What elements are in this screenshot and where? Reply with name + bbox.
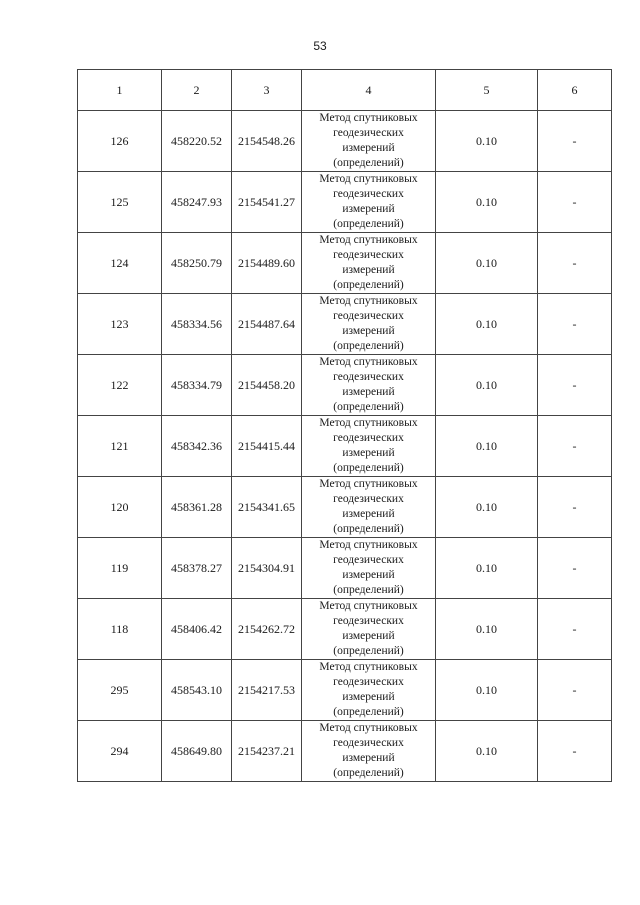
- y-coordinate-cell: 2154341.65: [232, 477, 302, 538]
- note-cell: -: [538, 355, 612, 416]
- method-line: геодезических: [333, 188, 404, 200]
- y-coordinate-cell: 2154304.91: [232, 538, 302, 599]
- note-cell: -: [538, 172, 612, 233]
- note-cell: -: [538, 294, 612, 355]
- method-line: измерений: [342, 447, 395, 459]
- table-row: [78, 599, 612, 660]
- table-body: [78, 111, 612, 782]
- method-line: измерений: [342, 752, 395, 764]
- method-cell: [302, 721, 436, 782]
- coordinates-table: [77, 69, 612, 782]
- table-row: [78, 538, 612, 599]
- column-header-method: 4: [302, 70, 436, 111]
- x-coordinate-cell: 458220.52: [162, 111, 232, 172]
- point-cell: 118: [78, 599, 162, 660]
- method-line: измерений: [342, 691, 395, 703]
- method-line: геодезических: [333, 615, 404, 627]
- note-cell: -: [538, 416, 612, 477]
- method-line: измерений: [342, 569, 395, 581]
- x-coordinate-cell: 458378.27: [162, 538, 232, 599]
- table-row: [78, 355, 612, 416]
- method-line: Метод спутниковых: [319, 295, 418, 307]
- table-row: [78, 660, 612, 721]
- method-cell: [302, 233, 436, 294]
- note-cell: -: [538, 721, 612, 782]
- method-line: (определений): [333, 462, 404, 474]
- table-header-row: [78, 70, 612, 111]
- method-line: Метод спутниковых: [319, 539, 418, 551]
- accuracy-cell: 0.10: [436, 172, 538, 233]
- page-number: 53: [313, 39, 327, 53]
- method-line: (определений): [333, 706, 404, 718]
- method-line: (определений): [333, 218, 404, 230]
- method-line: (определений): [333, 340, 404, 352]
- point-cell: 126: [78, 111, 162, 172]
- accuracy-cell: 0.10: [436, 233, 538, 294]
- table-row: [78, 233, 612, 294]
- note-cell: -: [538, 538, 612, 599]
- accuracy-cell: 0.10: [436, 477, 538, 538]
- y-coordinate-cell: 2154458.20: [232, 355, 302, 416]
- point-cell: 123: [78, 294, 162, 355]
- y-coordinate-cell: 2154489.60: [232, 233, 302, 294]
- x-coordinate-cell: 458342.36: [162, 416, 232, 477]
- method-cell: [302, 660, 436, 721]
- accuracy-cell: 0.10: [436, 111, 538, 172]
- method-line: Метод спутниковых: [319, 722, 418, 734]
- method-cell: [302, 111, 436, 172]
- method-cell: [302, 477, 436, 538]
- method-line: измерений: [342, 630, 395, 642]
- accuracy-cell: 0.10: [436, 416, 538, 477]
- method-line: геодезических: [333, 432, 404, 444]
- method-line: (определений): [333, 767, 404, 779]
- x-coordinate-cell: 458361.28: [162, 477, 232, 538]
- note-cell: -: [538, 111, 612, 172]
- table-row: [78, 477, 612, 538]
- note-cell: -: [538, 233, 612, 294]
- method-cell: [302, 416, 436, 477]
- x-coordinate-cell: 458543.10: [162, 660, 232, 721]
- y-coordinate-cell: 2154237.21: [232, 721, 302, 782]
- method-line: геодезических: [333, 493, 404, 505]
- point-cell: 119: [78, 538, 162, 599]
- method-line: геодезических: [333, 310, 404, 322]
- column-header-point: 1: [78, 70, 162, 111]
- accuracy-cell: 0.10: [436, 538, 538, 599]
- point-cell: 121: [78, 416, 162, 477]
- x-coordinate-cell: 458649.80: [162, 721, 232, 782]
- method-line: Метод спутниковых: [319, 234, 418, 246]
- column-header-y: 3: [232, 70, 302, 111]
- method-line: геодезических: [333, 371, 404, 383]
- method-line: Метод спутниковых: [319, 661, 418, 673]
- method-line: (определений): [333, 645, 404, 657]
- method-line: Метод спутниковых: [319, 173, 418, 185]
- method-line: измерений: [342, 386, 395, 398]
- method-line: измерений: [342, 508, 395, 520]
- note-cell: -: [538, 660, 612, 721]
- method-cell: [302, 538, 436, 599]
- method-line: измерений: [342, 325, 395, 337]
- method-line: геодезических: [333, 554, 404, 566]
- method-line: Метод спутниковых: [319, 600, 418, 612]
- accuracy-cell: 0.10: [436, 599, 538, 660]
- point-cell: 125: [78, 172, 162, 233]
- point-cell: 124: [78, 233, 162, 294]
- table-row: [78, 416, 612, 477]
- y-coordinate-cell: 2154217.53: [232, 660, 302, 721]
- y-coordinate-cell: 2154262.72: [232, 599, 302, 660]
- method-line: геодезических: [333, 737, 404, 749]
- y-coordinate-cell: 2154415.44: [232, 416, 302, 477]
- column-header-x: 2: [162, 70, 232, 111]
- x-coordinate-cell: 458406.42: [162, 599, 232, 660]
- point-cell: 122: [78, 355, 162, 416]
- method-cell: [302, 599, 436, 660]
- x-coordinate-cell: 458247.93: [162, 172, 232, 233]
- table-row: [78, 721, 612, 782]
- point-cell: 295: [78, 660, 162, 721]
- column-header-note: 6: [538, 70, 612, 111]
- method-line: Метод спутниковых: [319, 417, 418, 429]
- table-row: [78, 111, 612, 172]
- method-line: (определений): [333, 279, 404, 291]
- accuracy-cell: 0.10: [436, 721, 538, 782]
- method-line: измерений: [342, 203, 395, 215]
- method-cell: [302, 294, 436, 355]
- accuracy-cell: 0.10: [436, 355, 538, 416]
- method-cell: [302, 172, 436, 233]
- method-line: Метод спутниковых: [319, 356, 418, 368]
- accuracy-cell: 0.10: [436, 660, 538, 721]
- method-line: Метод спутниковых: [319, 112, 418, 124]
- point-cell: 294: [78, 721, 162, 782]
- point-cell: 120: [78, 477, 162, 538]
- x-coordinate-cell: 458250.79: [162, 233, 232, 294]
- method-line: (определений): [333, 523, 404, 535]
- table-row: [78, 294, 612, 355]
- x-coordinate-cell: 458334.56: [162, 294, 232, 355]
- method-line: (определений): [333, 401, 404, 413]
- method-line: измерений: [342, 264, 395, 276]
- note-cell: -: [538, 599, 612, 660]
- y-coordinate-cell: 2154487.64: [232, 294, 302, 355]
- y-coordinate-cell: 2154541.27: [232, 172, 302, 233]
- x-coordinate-cell: 458334.79: [162, 355, 232, 416]
- method-line: измерений: [342, 142, 395, 154]
- method-line: Метод спутниковых: [319, 478, 418, 490]
- note-cell: -: [538, 477, 612, 538]
- accuracy-cell: 0.10: [436, 294, 538, 355]
- method-line: геодезических: [333, 127, 404, 139]
- method-line: геодезических: [333, 676, 404, 688]
- y-coordinate-cell: 2154548.26: [232, 111, 302, 172]
- method-line: геодезических: [333, 249, 404, 261]
- column-header-accuracy: 5: [436, 70, 538, 111]
- method-cell: [302, 355, 436, 416]
- table-row: [78, 172, 612, 233]
- method-line: (определений): [333, 584, 404, 596]
- method-line: (определений): [333, 157, 404, 169]
